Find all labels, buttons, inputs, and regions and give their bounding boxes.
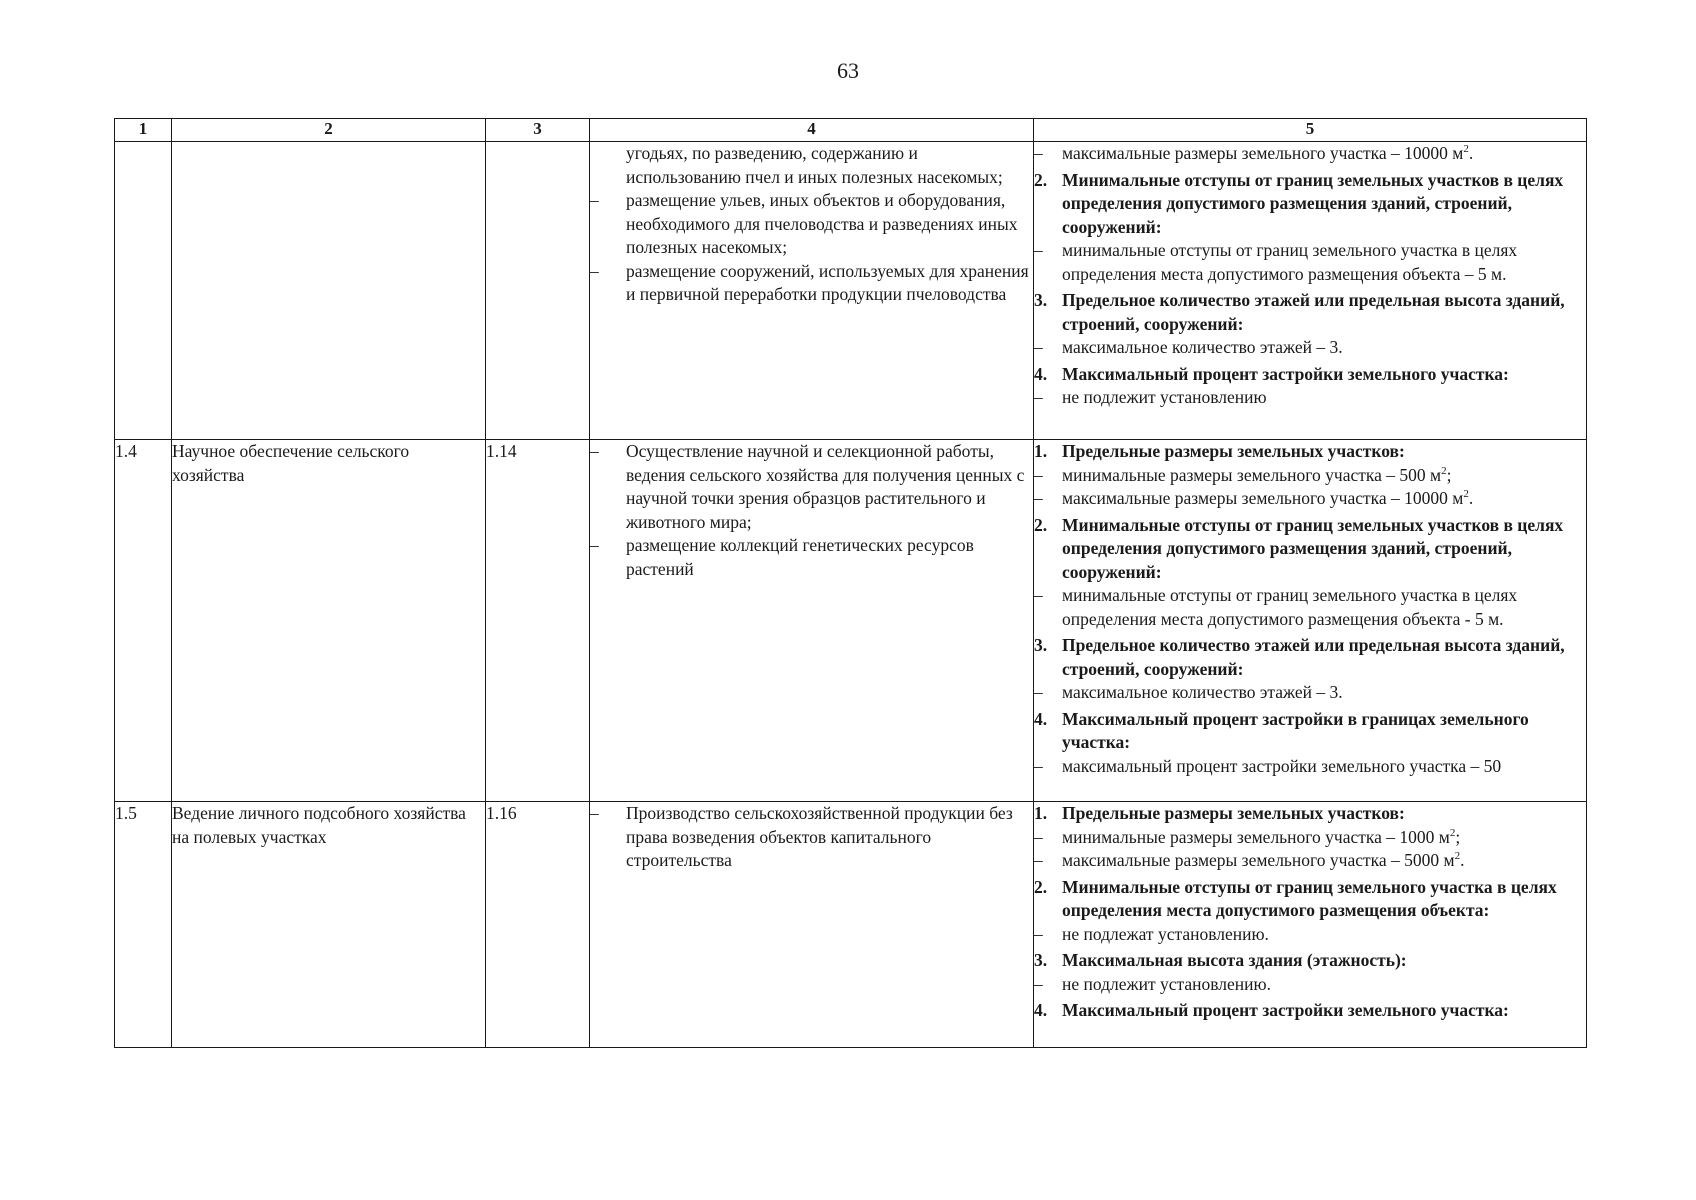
parameter-text: Предельные размеры земельных участков: — [1062, 441, 1405, 461]
table-body — [115, 142, 1587, 1048]
parameter-text: минимальные размеры земельного участка – 500 м — [1062, 464, 1442, 485]
parameter-item — [1034, 923, 1586, 947]
description-item: – размещение коллекций генетических ресурсов растений — [590, 534, 1033, 581]
dash-marker: – — [1034, 850, 1043, 870]
dash-marker: – — [1034, 973, 1043, 994]
page-number: 63 — [837, 58, 859, 83]
parameter-text: Предельные размеры земельных участков: — [1062, 803, 1405, 823]
parameter-text: Минимальные отступы от границ земельных участков в целях определения допустимого размещения зданий, строений, сооружений: — [1062, 169, 1564, 237]
parameter-text: максимальные размеры земельного участка – 5000 м — [1062, 850, 1455, 870]
parameter-punctuation: . — [1468, 143, 1474, 163]
dash-marker: – — [1034, 585, 1043, 605]
parameter-number: 2. — [1034, 514, 1048, 535]
parameter-heading — [1034, 289, 1586, 336]
superscript: 2 — [1463, 488, 1469, 501]
parameter-text: не подлежит установлению. — [1062, 973, 1271, 994]
parameter-text: максимальные размеры земельного участка – 10000 м — [1062, 143, 1464, 163]
parameter-item — [1034, 487, 1586, 511]
parameter-text: максимальные размеры земельного участка – 10000 м — [1062, 488, 1464, 508]
parameter-number: 3. — [1034, 290, 1048, 310]
parameter-item — [1034, 584, 1586, 631]
parameter-number: 2. — [1034, 169, 1048, 190]
parameter-heading — [1034, 169, 1586, 240]
cell-description — [590, 440, 1034, 802]
parameter-number: 2. — [1034, 876, 1048, 897]
cell-parameters — [1034, 802, 1587, 1048]
description-item: – Производство сельскохозяйственной продукции без права возведения объектов капитального строительства — [590, 802, 1033, 873]
parameter-number: 4. — [1034, 1000, 1048, 1020]
parameter-text: не подлежит установлению — [1062, 387, 1267, 407]
parameter-text: минимальные размеры земельного участка – 1000 м — [1062, 826, 1450, 847]
cell-parameters — [1034, 440, 1587, 802]
parameter-number: 3. — [1034, 635, 1048, 655]
superscript: 2 — [1449, 826, 1456, 839]
parameter-heading — [1034, 999, 1586, 1023]
cell-code: 1.5 — [115, 802, 172, 1048]
parameter-item — [1034, 239, 1586, 286]
parameter-text: минимальные отступы от границ земельного участка в целях определения места допустимого размещения объекта – 5 м. — [1062, 240, 1518, 284]
parameter-text: Максимальная высота здания (этажность): — [1062, 950, 1407, 970]
description-item: угодьях, по разведению, содержанию и использованию пчел и иных полезных насекомых; — [626, 143, 1003, 187]
parameter-text: максимальное количество этажей – 3. — [1062, 337, 1343, 357]
parameter-number: 3. — [1034, 950, 1048, 970]
parameter-text: Максимальный процент застройки в границах земельного участка: — [1062, 708, 1529, 752]
cell-name: Ведение личного подсобного хозяйства на полевых участках — [172, 802, 486, 1048]
parameter-text: Максимальный процент застройки земельного участка: — [1062, 363, 1509, 384]
parameter-item — [1034, 386, 1586, 410]
parameter-punctuation: ; — [1455, 826, 1461, 847]
header-cell-3: 3 — [486, 119, 590, 142]
header-cell-4: 4 — [590, 119, 1034, 142]
parameter-text: не подлежат установлению. — [1062, 923, 1269, 944]
parameter-number: 4. — [1034, 708, 1048, 729]
dash-marker: – — [1034, 387, 1043, 407]
parameter-heading — [1034, 440, 1586, 464]
description-item: – размещение сооружений, используемых для хранения и первичной переработки продукции пчеловодства — [590, 260, 1033, 307]
table-row — [115, 802, 1587, 1048]
cell-kind-code: 1.16 — [486, 802, 590, 1048]
parameter-punctuation: ; — [1446, 464, 1452, 485]
dash-marker: – — [1034, 682, 1043, 702]
dash-marker: – — [1034, 488, 1043, 508]
parameter-number: 1. — [1034, 803, 1048, 823]
cell-name: Научное обеспечение сельского хозяйства — [172, 440, 486, 802]
description-item: – Осуществление научной и селекционной работы, ведения сельского хозяйства для получения ценных с научной точки зрения образцов растительного и животного мира; — [590, 440, 1033, 534]
parameter-heading — [1034, 363, 1586, 387]
dash-marker: – — [1034, 464, 1043, 485]
superscript: 2 — [1441, 464, 1447, 477]
header-cell-5: 5 — [1034, 119, 1587, 142]
parameter-item — [1034, 826, 1586, 850]
cell-code — [115, 142, 172, 440]
parameter-punctuation: . — [1460, 850, 1465, 870]
cell-parameters — [1034, 142, 1587, 440]
cell-description — [590, 142, 1034, 440]
parameter-text: Минимальные отступы от границ земельного участка в целях определения места допустимого размещения объекта: — [1062, 876, 1557, 920]
table-header-row — [115, 119, 1587, 142]
parameter-item — [1034, 142, 1586, 166]
dash-marker: – — [1034, 755, 1043, 776]
parameter-item — [1034, 681, 1586, 705]
superscript: 2 — [1463, 143, 1469, 156]
parameter-punctuation: . — [1468, 488, 1474, 508]
parameter-heading — [1034, 634, 1586, 681]
parameter-item — [1034, 755, 1586, 779]
description-list — [590, 440, 1033, 581]
land-use-table — [114, 118, 1587, 1048]
parameter-text: минимальные отступы от границ земельного участка в целях определения места допустимого размещения объекта - 5 м. — [1062, 585, 1518, 629]
parameter-heading — [1034, 708, 1586, 755]
cell-description — [590, 802, 1034, 1048]
parameter-item — [1034, 973, 1586, 997]
table-row — [115, 440, 1587, 802]
cell-kind-code: 1.14 — [486, 440, 590, 802]
parameter-heading — [1034, 876, 1586, 923]
parameter-text: Максимальный процент застройки земельного участка: — [1062, 1000, 1509, 1020]
parameter-number: 4. — [1034, 363, 1048, 384]
description-list — [590, 142, 1033, 307]
parameter-text: максимальное количество этажей – 3. — [1062, 682, 1343, 702]
dash-marker: – — [1034, 826, 1043, 847]
header-cell-1: 1 — [115, 119, 172, 142]
parameter-heading — [1034, 949, 1586, 973]
parameter-heading — [1034, 802, 1586, 826]
parameters-list — [1034, 142, 1586, 410]
parameter-number: 1. — [1034, 441, 1048, 461]
header-cell-2: 2 — [172, 119, 486, 142]
cell-kind-code — [486, 142, 590, 440]
parameter-item — [1034, 464, 1586, 488]
superscript: 2 — [1454, 850, 1461, 863]
parameters-list — [1034, 440, 1586, 778]
parameter-text: Предельное количество этажей или предельная высота зданий, строений, сооружений: — [1062, 635, 1565, 679]
parameter-text: Минимальные отступы от границ земельных участков в целях определения допустимого размещения зданий, строений, сооружений: — [1062, 514, 1564, 582]
parameter-heading — [1034, 514, 1586, 585]
dash-marker: – — [1034, 337, 1043, 357]
parameter-text: Предельное количество этажей или предельная высота зданий, строений, сооружений: — [1062, 290, 1565, 334]
parameter-text: максимальный процент застройки земельного участка – 50 — [1062, 755, 1502, 776]
description-list — [590, 802, 1033, 873]
parameter-item — [1034, 336, 1586, 360]
dash-marker: – — [1034, 143, 1043, 163]
cell-code: 1.4 — [115, 440, 172, 802]
table-row — [115, 142, 1587, 440]
cell-name — [172, 142, 486, 440]
description-item: – размещение ульев, иных объектов и оборудования, необходимого для пчеловодства и разведениях иных полезных насекомых; — [590, 189, 1033, 260]
parameter-item — [1034, 849, 1586, 873]
dash-marker: – — [1034, 240, 1043, 260]
dash-marker: – — [1034, 923, 1043, 944]
parameters-list — [1034, 802, 1586, 1023]
